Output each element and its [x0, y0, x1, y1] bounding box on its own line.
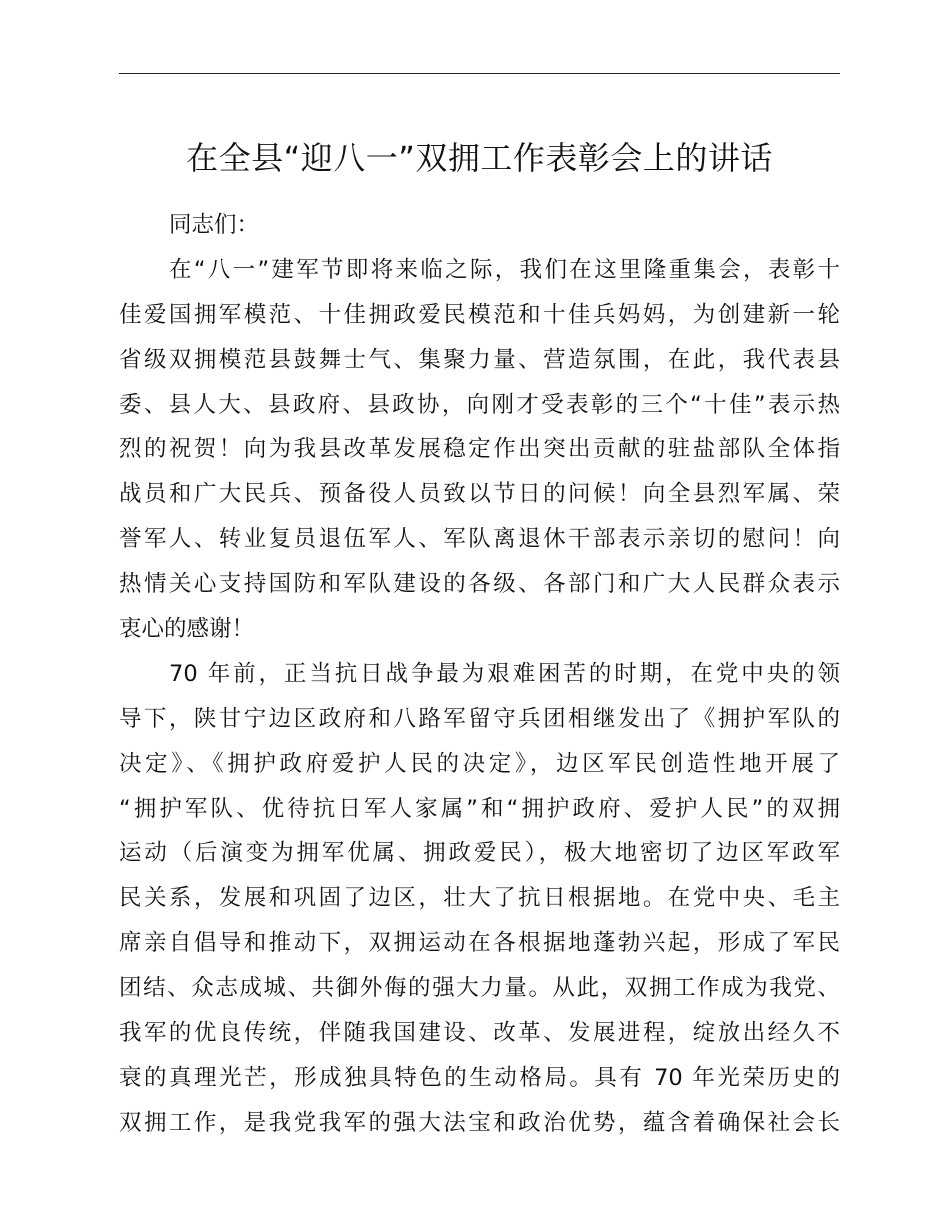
header-rule: [119, 73, 840, 74]
document-body: [119, 203, 840, 1146]
text-line: 佳爱国拥军模范、十佳拥政爱民模范和十佳兵妈妈，为创建新一轮: [119, 301, 840, 328]
text-line: 在“八一”建军节即将来临之际，我们在这里隆重集会，表彰十: [169, 256, 840, 283]
text-line: 决定》、《拥护政府爱护人民的决定》，边区军民创造性地开展了: [119, 750, 840, 777]
text-line: 团结、众志成城、共御外侮的强大力量。从此，双拥工作成为我党、: [119, 975, 840, 1002]
text-line: 席亲自倡导和推动下，双拥运动在各根据地蓬勃兴起，形成了军民: [119, 930, 840, 957]
text-line: 导下，陕甘宁边区政府和八路军留守兵团相继发出了《拥护军队的: [119, 705, 840, 732]
text-line: 衰的真理光芒，形成独具特色的生动格局。具有 70 年光荣历史的: [119, 1064, 840, 1091]
document-title: 在全县“迎八一”双拥工作表彰会上的讲话: [186, 139, 773, 177]
text-line: 誉军人、转业复员退伍军人、军队离退休干部表示亲切的慰问！向: [119, 526, 840, 553]
text-line: 热情关心支持国防和军队建设的各级、各部门和广大人民群众表示: [119, 571, 840, 598]
text-line: 战员和广大民兵、预备役人员致以节日的问候！向全县烈军属、荣: [119, 481, 840, 508]
text-line: 我军的优良传统，伴随我国建设、改革、发展进程，绽放出经久不: [119, 1020, 840, 1047]
text-line: 衷心的感谢！: [119, 616, 255, 643]
text-line: 双拥工作，是我党我军的强大法宝和政治优势，蕴含着确保社会长: [119, 1109, 840, 1136]
text-line: “拥护军队、优待抗日军人家属”和“拥护政府、爱护人民”的双拥: [119, 795, 840, 822]
text-line: 省级双拥模范县鼓舞士气、集聚力量、营造氛围，在此，我代表县: [119, 346, 840, 373]
text-line: 委、县人大、县政府、县政协，向刚才受表彰的三个“十佳”表示热: [119, 391, 840, 418]
text-line: 70 年前，正当抗日战争最为艰难困苦的时期，在党中央的领: [169, 660, 840, 687]
salutation: 同志们：: [169, 212, 260, 238]
text-line: 民关系，发展和巩固了边区，壮大了抗日根据地。在党中央、毛主: [119, 885, 840, 912]
text-line: 运动（后演变为拥军优属、拥政爱民），极大地密切了边区军政军: [119, 840, 840, 867]
text-line: 烈的祝贺！向为我县改革发展稳定作出突出贡献的驻盐部队全体指: [119, 436, 840, 463]
